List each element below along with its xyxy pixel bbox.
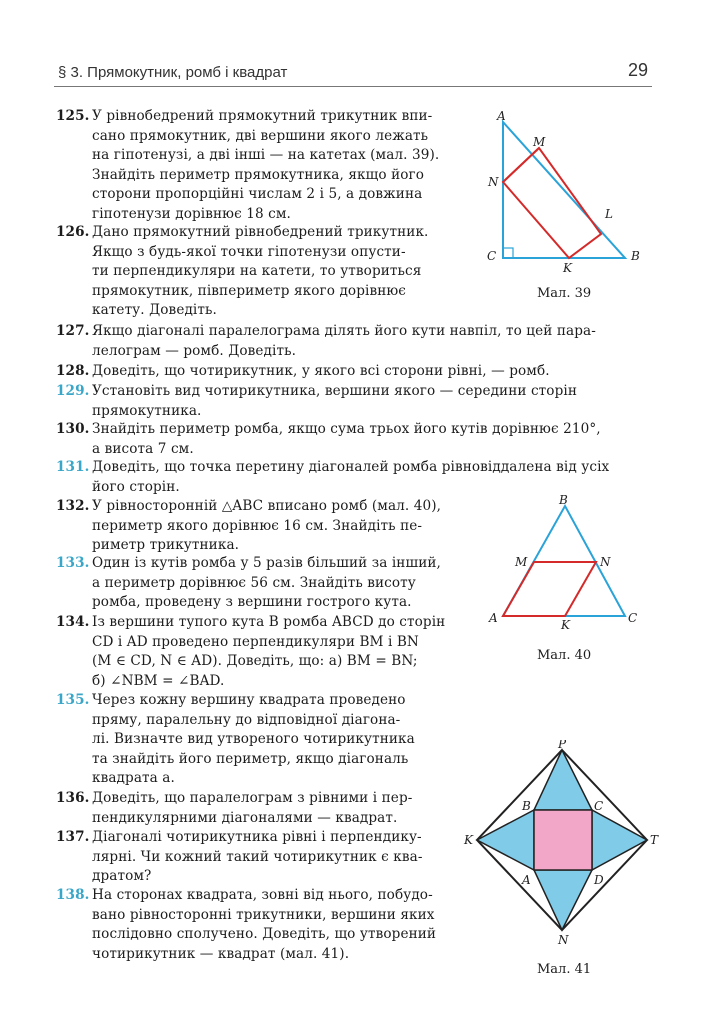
problem-text: катету. Доведіть. xyxy=(92,302,217,319)
problem-text: Діагоналі чотирикутника рівні і перпендику- xyxy=(92,829,422,845)
problem-line xyxy=(56,691,456,711)
label-n: N xyxy=(488,175,499,189)
problem-text: У рівнобедрений прямокутний трикутник впи- xyxy=(92,108,433,124)
problem-text: сано прямокутник, дві вершини якого лежать xyxy=(92,127,429,144)
figure-41 xyxy=(462,740,672,950)
problem-text: Доведіть, що паралелограм з рівними і пер- xyxy=(92,790,413,806)
problem-line xyxy=(56,593,476,613)
figure-41-caption: Мал. 41 xyxy=(537,962,592,977)
problem-text: лі. Визначте вид утвореного чотирикутника xyxy=(92,731,415,748)
problem-number: 135. xyxy=(56,692,90,708)
problem-130 xyxy=(56,420,654,459)
problem-text: пряму, паралельну до відповідної діагона- xyxy=(92,711,401,728)
problem-126 xyxy=(56,223,456,321)
label-b: B xyxy=(631,249,640,263)
problem-line xyxy=(56,107,456,127)
label-t: T xyxy=(650,833,659,847)
problem-text: б) ∠NBM = ∠BAD. xyxy=(92,672,225,689)
rectangle-mnkl xyxy=(503,148,601,258)
problem-text: ти перпендикуляри на катети, то утвориться xyxy=(92,263,422,280)
label-m: M xyxy=(533,135,546,149)
problem-text: Один із кутів ромба у 5 разів більший за інший, xyxy=(92,555,441,571)
label-k: K xyxy=(464,833,473,847)
problem-text: Із вершини тупого кута B ромба ABCD до сторін xyxy=(92,614,446,630)
problem-text: Знайдіть периметр ромба, якщо сума трьох його кутів дорівнює 210°, xyxy=(92,421,601,437)
problem-number: 137. xyxy=(56,829,90,845)
problem-line xyxy=(56,613,496,633)
problem-128 xyxy=(56,362,654,382)
problem-text: риметр трикутника. xyxy=(92,537,240,554)
problem-number: 129. xyxy=(56,383,90,399)
label-d: D xyxy=(594,873,604,887)
figure-40-caption: Мал. 40 xyxy=(537,648,592,663)
problem-text: периметр якого дорівнює 16 см. Знайдіть пе- xyxy=(92,517,423,534)
problem-text: Знайдіть периметр прямокутника, якщо його xyxy=(92,166,425,183)
problem-line xyxy=(56,362,654,382)
problem-text: (M ∈ CD, N ∈ AD). Доведіть, що: а) BM = BN; xyxy=(92,653,418,670)
problem-text: його сторін. xyxy=(92,478,180,495)
problem-line xyxy=(56,633,496,653)
problem-text: а периметр дорівнює 56 см. Знайдіть висоту xyxy=(92,574,416,591)
problem-text: На сторонах квадрата, зовні від нього, побудо- xyxy=(92,887,433,903)
problem-number: 132. xyxy=(56,498,90,514)
problem-text: гіпотенузи дорівнює 18 см. xyxy=(92,205,291,222)
problem-line xyxy=(56,458,654,478)
label-c: C xyxy=(594,799,604,813)
problem-number: 125. xyxy=(56,108,90,124)
problem-line xyxy=(56,282,456,302)
figure-39 xyxy=(485,108,645,278)
problem-line xyxy=(56,848,456,868)
problem-127 xyxy=(56,322,654,361)
problem-text: а висота 7 см. xyxy=(92,440,194,457)
problem-text: вано рівносторонні трикутники, вершини яких xyxy=(92,906,435,923)
problem-line xyxy=(56,886,456,906)
problem-line xyxy=(56,730,456,750)
problem-line xyxy=(56,262,456,282)
problem-line xyxy=(56,711,456,731)
problem-number: 136. xyxy=(56,790,90,806)
problem-line xyxy=(56,322,654,342)
problem-line xyxy=(56,536,476,556)
problem-number: 130. xyxy=(56,421,90,437)
problem-text: Якщо з будь-якої точки гіпотенузи опусти- xyxy=(92,243,406,260)
right-angle-marker xyxy=(503,248,513,258)
label-c: C xyxy=(628,611,638,625)
problem-line xyxy=(56,342,654,362)
label-a: A xyxy=(497,109,506,123)
label-a: A xyxy=(489,611,498,625)
problem-line xyxy=(56,440,654,460)
problem-line xyxy=(56,243,456,263)
problem-number: 126. xyxy=(56,224,90,240)
problem-text: та знайдіть його периметр, якщо діагональ xyxy=(92,750,409,767)
inner-square-abcd xyxy=(534,810,592,870)
problem-text: чотирикутник — квадрат (мал. 41). xyxy=(92,945,350,962)
label-l: L xyxy=(605,207,613,221)
label-b: B xyxy=(559,494,568,507)
problem-line xyxy=(56,809,456,829)
problem-line xyxy=(56,867,456,887)
rhombus-mnk xyxy=(503,562,596,616)
problem-line xyxy=(56,185,456,205)
problem-number: 128. xyxy=(56,363,90,379)
problem-line xyxy=(56,382,654,402)
triangle-abc-39 xyxy=(503,122,625,258)
problem-line xyxy=(56,925,456,945)
problem-text: лярні. Чи кожний такий чотирикутник є ква- xyxy=(92,848,423,865)
problem-text: Дано прямокутний рівнобедрений трикутник. xyxy=(92,224,429,240)
problem-number: 138. xyxy=(56,887,90,903)
problem-line xyxy=(56,828,456,848)
problem-132 xyxy=(56,497,476,556)
problem-line xyxy=(56,789,456,809)
problem-text: пендикулярними діагоналями — квадрат. xyxy=(92,809,398,826)
problem-text: прямокутника. xyxy=(92,402,202,419)
problem-137 xyxy=(56,828,456,887)
problem-text: на гіпотенузі, а дві інші — на катетах (мал. 39). xyxy=(92,147,440,164)
problem-line xyxy=(56,223,456,243)
problem-133 xyxy=(56,554,476,613)
problem-line xyxy=(56,945,456,965)
problem-line xyxy=(56,652,496,672)
problem-text: лелограм — ромб. Доведіть. xyxy=(92,342,297,359)
problem-number: 131. xyxy=(56,459,90,475)
label-k: K xyxy=(563,261,572,275)
problem-text: У рівносторонній △ABC вписано ромб (мал. 40), xyxy=(92,498,442,514)
problem-135 xyxy=(56,691,456,789)
problem-line xyxy=(56,205,456,225)
problem-number: 127. xyxy=(56,323,90,339)
figure-40 xyxy=(485,494,645,634)
problem-131 xyxy=(56,458,654,497)
problem-line xyxy=(56,497,476,517)
problem-line xyxy=(56,906,456,926)
problem-line xyxy=(56,750,456,770)
problem-line xyxy=(56,420,654,440)
problem-129 xyxy=(56,382,654,421)
problem-text: прямокутник, півпериметр якого дорівнює xyxy=(92,282,407,299)
problem-line xyxy=(56,402,654,422)
problem-number: 133. xyxy=(56,555,90,571)
problem-line xyxy=(56,146,456,166)
problem-text: Через кожну вершину квадрата проведено xyxy=(92,692,406,708)
problem-text: CD і AD проведено перпендикуляри BM і BN xyxy=(92,633,419,650)
problem-line xyxy=(56,166,456,186)
rect-side-nm xyxy=(503,148,539,182)
label-n: N xyxy=(558,933,569,947)
problem-line xyxy=(56,554,476,574)
problem-line xyxy=(56,301,456,321)
problem-number: 134. xyxy=(56,614,90,630)
problem-138 xyxy=(56,886,456,964)
problem-text: послідовно сполучено. Доведіть, що утворений xyxy=(92,926,437,943)
problem-text: Доведіть, що чотирикутник, у якого всі сторони рівні, — ромб. xyxy=(92,363,550,379)
problem-text: дратом? xyxy=(92,868,152,885)
problem-text: сторони пропорційні числам 2 і 5, а довжина xyxy=(92,186,423,203)
problem-line xyxy=(56,517,476,537)
problem-134 xyxy=(56,613,496,691)
problem-text: Установіть вид чотирикутника, вершини якого — середини сторін xyxy=(92,383,577,399)
label-k: K xyxy=(561,618,570,632)
figure-39-caption: Мал. 39 xyxy=(537,286,592,301)
problem-line xyxy=(56,127,456,147)
problem-text: ромба, проведену з вершини гострого кута. xyxy=(92,594,412,611)
label-n: N xyxy=(600,555,611,569)
problem-text: Якщо діагоналі паралелограма ділять його кути навпіл, то цей пара- xyxy=(92,323,596,339)
problem-line xyxy=(56,672,496,692)
problem-text: Доведіть, що точка перетину діагоналей ромба рівновіддалена від усіх xyxy=(92,459,610,475)
label-a: A xyxy=(522,873,531,887)
problem-136 xyxy=(56,789,456,828)
section-title: § 3. Прямокутник, ромб і квадрат xyxy=(58,64,288,81)
problem-line xyxy=(56,769,456,789)
page-header xyxy=(54,60,652,87)
problem-line xyxy=(56,574,476,594)
label-p: P xyxy=(558,740,567,751)
label-b: B xyxy=(522,799,531,813)
label-m: M xyxy=(515,555,528,569)
label-c: C xyxy=(487,249,497,263)
page-number: 29 xyxy=(627,60,648,80)
problem-125 xyxy=(56,107,456,225)
problem-text: квадрата a. xyxy=(92,770,175,787)
